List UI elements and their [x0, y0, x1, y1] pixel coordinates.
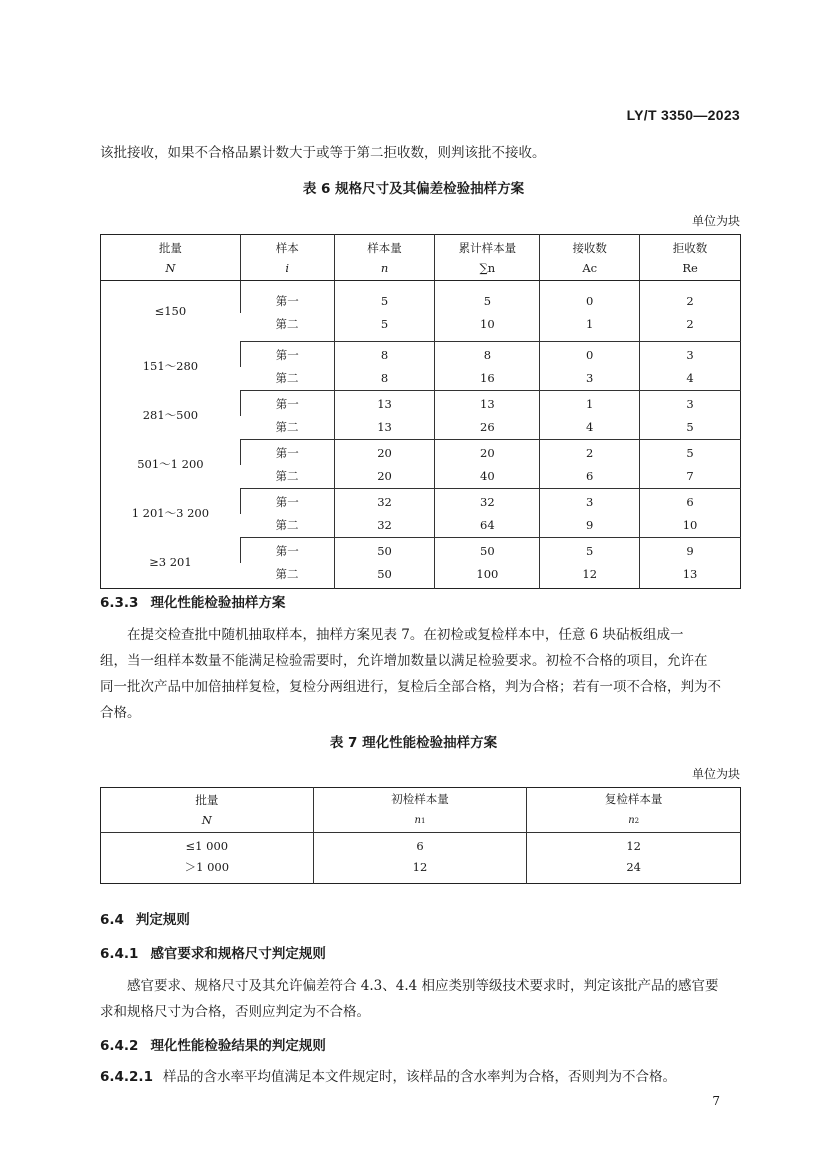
table6-cell: 3 [640, 342, 741, 368]
table6-row [101, 489, 741, 515]
table6-cell: 第二 [240, 416, 334, 440]
table6-lot-cell: 1 201～3 200 [131, 505, 210, 520]
table7-header-row [101, 788, 741, 833]
table7-cell: ≤1 000 [185, 839, 229, 853]
table6-cell: 1 [540, 313, 640, 342]
table6-cell: 20 [334, 465, 435, 489]
table6-cell: 2 [640, 313, 741, 342]
table6-lot-cell: ≥3 201 [149, 555, 192, 570]
table6-cell: 第一 [240, 391, 334, 417]
section-title: 理化性能检验抽样方案 [150, 595, 286, 611]
paragraph-line: 合格。 [100, 705, 141, 721]
section-title: 判定规则 [135, 912, 190, 928]
table6-row [101, 440, 741, 466]
table6-cell: 6 [640, 489, 741, 515]
table6-cell: 6 [540, 465, 640, 489]
table6-cell: 5 [334, 281, 435, 314]
paragraph-line: 求和规格尺寸为合格，否则应判定为不合格。 [100, 1004, 370, 1020]
table7 [100, 787, 741, 884]
table6-row [101, 281, 741, 314]
section-title: 理化性能检验结果的判定规则 [150, 1038, 326, 1054]
table6-header-cumulative: 累计样本量 ∑n [435, 235, 540, 281]
section-number: 6.4.1 [100, 946, 139, 962]
table7-cell: 6 [313, 833, 527, 858]
table6-cell: 32 [334, 514, 435, 538]
table6-cell: 100 [435, 563, 540, 589]
table6-cell: 10 [640, 514, 741, 538]
section-642-heading [100, 1034, 326, 1054]
section-number: 6.4.2 [100, 1038, 139, 1054]
section-title: 感官要求和规格尺寸判定规则 [150, 946, 326, 962]
section-641-body [100, 973, 745, 1025]
table7-header-retest: 复检样本量 n2 [527, 788, 741, 833]
table6-cell: 10 [435, 313, 540, 342]
section-6421-text: 样品的含水率平均值满足本文件规定时，该样品的含水率判为合格，否则判为不合格。 [162, 1069, 676, 1085]
section-64-heading [100, 908, 190, 928]
table6-cell: 7 [640, 465, 741, 489]
table6-cell: 20 [435, 440, 540, 466]
table6-cell: 第二 [240, 465, 334, 489]
table7-row [101, 857, 741, 884]
table6-unit: 单位为块 [691, 214, 740, 228]
table6-cell: 第一 [240, 281, 334, 314]
paragraph-line: 在提交检查批中随机抽取样本，抽样方案见表 7。在初检或复检样本中，任意 6 块砧板组成一 [127, 627, 684, 643]
table6-header-reject: 拒收数 Re [640, 235, 741, 281]
table7-cell: ＞1 000 [184, 860, 230, 874]
table7-header-first: 初检样本量 n1 [313, 788, 527, 833]
table6-header-lot: 批量 N [101, 235, 241, 281]
table7-header-lot: 批量 N [101, 788, 314, 833]
section-number: 6.4 [100, 912, 124, 928]
table6-cell: 3 [540, 367, 640, 391]
table6-cell: 13 [640, 563, 741, 589]
table6-cell: 2 [540, 440, 640, 466]
table6-header-sample: 样本 i [240, 235, 334, 281]
section-6421 [100, 1064, 745, 1090]
table6-cell: 1 [540, 391, 640, 417]
table6-cell: 0 [540, 281, 640, 314]
table6-cell: 9 [540, 514, 640, 538]
table6-cell: 50 [334, 563, 435, 589]
section-number: 6.4.2.1 [100, 1069, 153, 1085]
table6-cell: 5 [334, 313, 435, 342]
table6-cell: 第二 [240, 313, 334, 342]
table6-cell: 4 [640, 367, 741, 391]
paragraph-line: 组，当一组样本数量不能满足检验需要时，允许增加数量以满足检验要求。初检不合格的项目，允许在 [100, 653, 708, 669]
table6-cell: 0 [540, 342, 640, 368]
table6-cell: 64 [435, 514, 540, 538]
section-number: 6.3.3 [100, 595, 139, 611]
table6-row [101, 342, 741, 368]
intro-line: 该批接收，如果不合格品累计数大于或等于第二拒收数，则判该批不接收。 [100, 145, 546, 161]
table6-cell: 32 [435, 489, 540, 515]
table6-cell: 26 [435, 416, 540, 440]
section-641-heading [100, 942, 326, 962]
table7-caption: 表 7 理化性能检验抽样方案 [329, 735, 498, 751]
table6-cell: 20 [334, 440, 435, 466]
table6-cell: 32 [334, 489, 435, 515]
table6-row [101, 391, 741, 417]
table7-row [101, 833, 741, 858]
table6-cell: 9 [640, 538, 741, 564]
table6-cell: 12 [540, 563, 640, 589]
table6-cell: 5 [540, 538, 640, 564]
table7-cell: 24 [527, 857, 741, 884]
standard-code: LY/T 3350—2023 [626, 107, 740, 123]
table6-cell: 50 [435, 538, 540, 564]
table6-header-row [101, 235, 741, 281]
table6-cell: 第二 [240, 367, 334, 391]
table6-cell: 8 [334, 367, 435, 391]
table6 [100, 234, 741, 589]
table6-cell: 40 [435, 465, 540, 489]
table6-cell: 第二 [275, 567, 299, 581]
table6-cell: 16 [435, 367, 540, 391]
paragraph-line: 同一批次产品中加倍抽样复检，复检分两组进行，复检后全部合格，判为合格；若有一项不合格，判为不 [100, 679, 721, 695]
table6-header-accept: 接收数 Ac [540, 235, 640, 281]
table6-lot-cell: 281～500 [142, 407, 199, 422]
table6-lot-cell: 501～1 200 [137, 456, 204, 471]
table6-cell: 第一 [240, 342, 334, 368]
table6-cell: 第一 [240, 489, 334, 515]
table6-header-sample-size: 样本量 n [334, 235, 435, 281]
table6-cell: 5 [435, 281, 540, 314]
table6-cell: 13 [334, 391, 435, 417]
table6-row [101, 538, 741, 564]
table6-cell: 5 [640, 416, 741, 440]
table6-cell: 3 [540, 489, 640, 515]
table6-cell: 第二 [240, 514, 334, 538]
table6-cell: 8 [334, 342, 435, 368]
table6-cell: 5 [640, 440, 741, 466]
table7-cell: 12 [527, 833, 741, 858]
table6-cell: 2 [640, 281, 741, 314]
table6-caption: 表 6 规格尺寸及其偏差检验抽样方案 [302, 181, 525, 197]
section-633-body [100, 622, 745, 726]
table7-cell: 12 [313, 857, 527, 884]
section-633-heading [100, 591, 285, 611]
table6-cell: 50 [334, 538, 435, 564]
table6-cell: 3 [640, 391, 741, 417]
table6-lot-cell: 151～280 [142, 358, 199, 373]
table6-cell: 13 [435, 391, 540, 417]
table6-cell: 第一 [240, 440, 334, 466]
table6-lot-cell: ≤150 [154, 303, 187, 318]
paragraph-line: 感官要求、规格尺寸及其允许偏差符合 4.3、4.4 相应类别等级技术要求时，判定该批产品的感官要 [127, 978, 719, 994]
table6-cell: 第一 [240, 538, 334, 564]
table6-cell: 4 [540, 416, 640, 440]
table7-unit: 单位为块 [691, 767, 740, 781]
table6-cell: 13 [334, 416, 435, 440]
table6-cell: 8 [435, 342, 540, 368]
page-number: 7 [712, 1094, 720, 1108]
